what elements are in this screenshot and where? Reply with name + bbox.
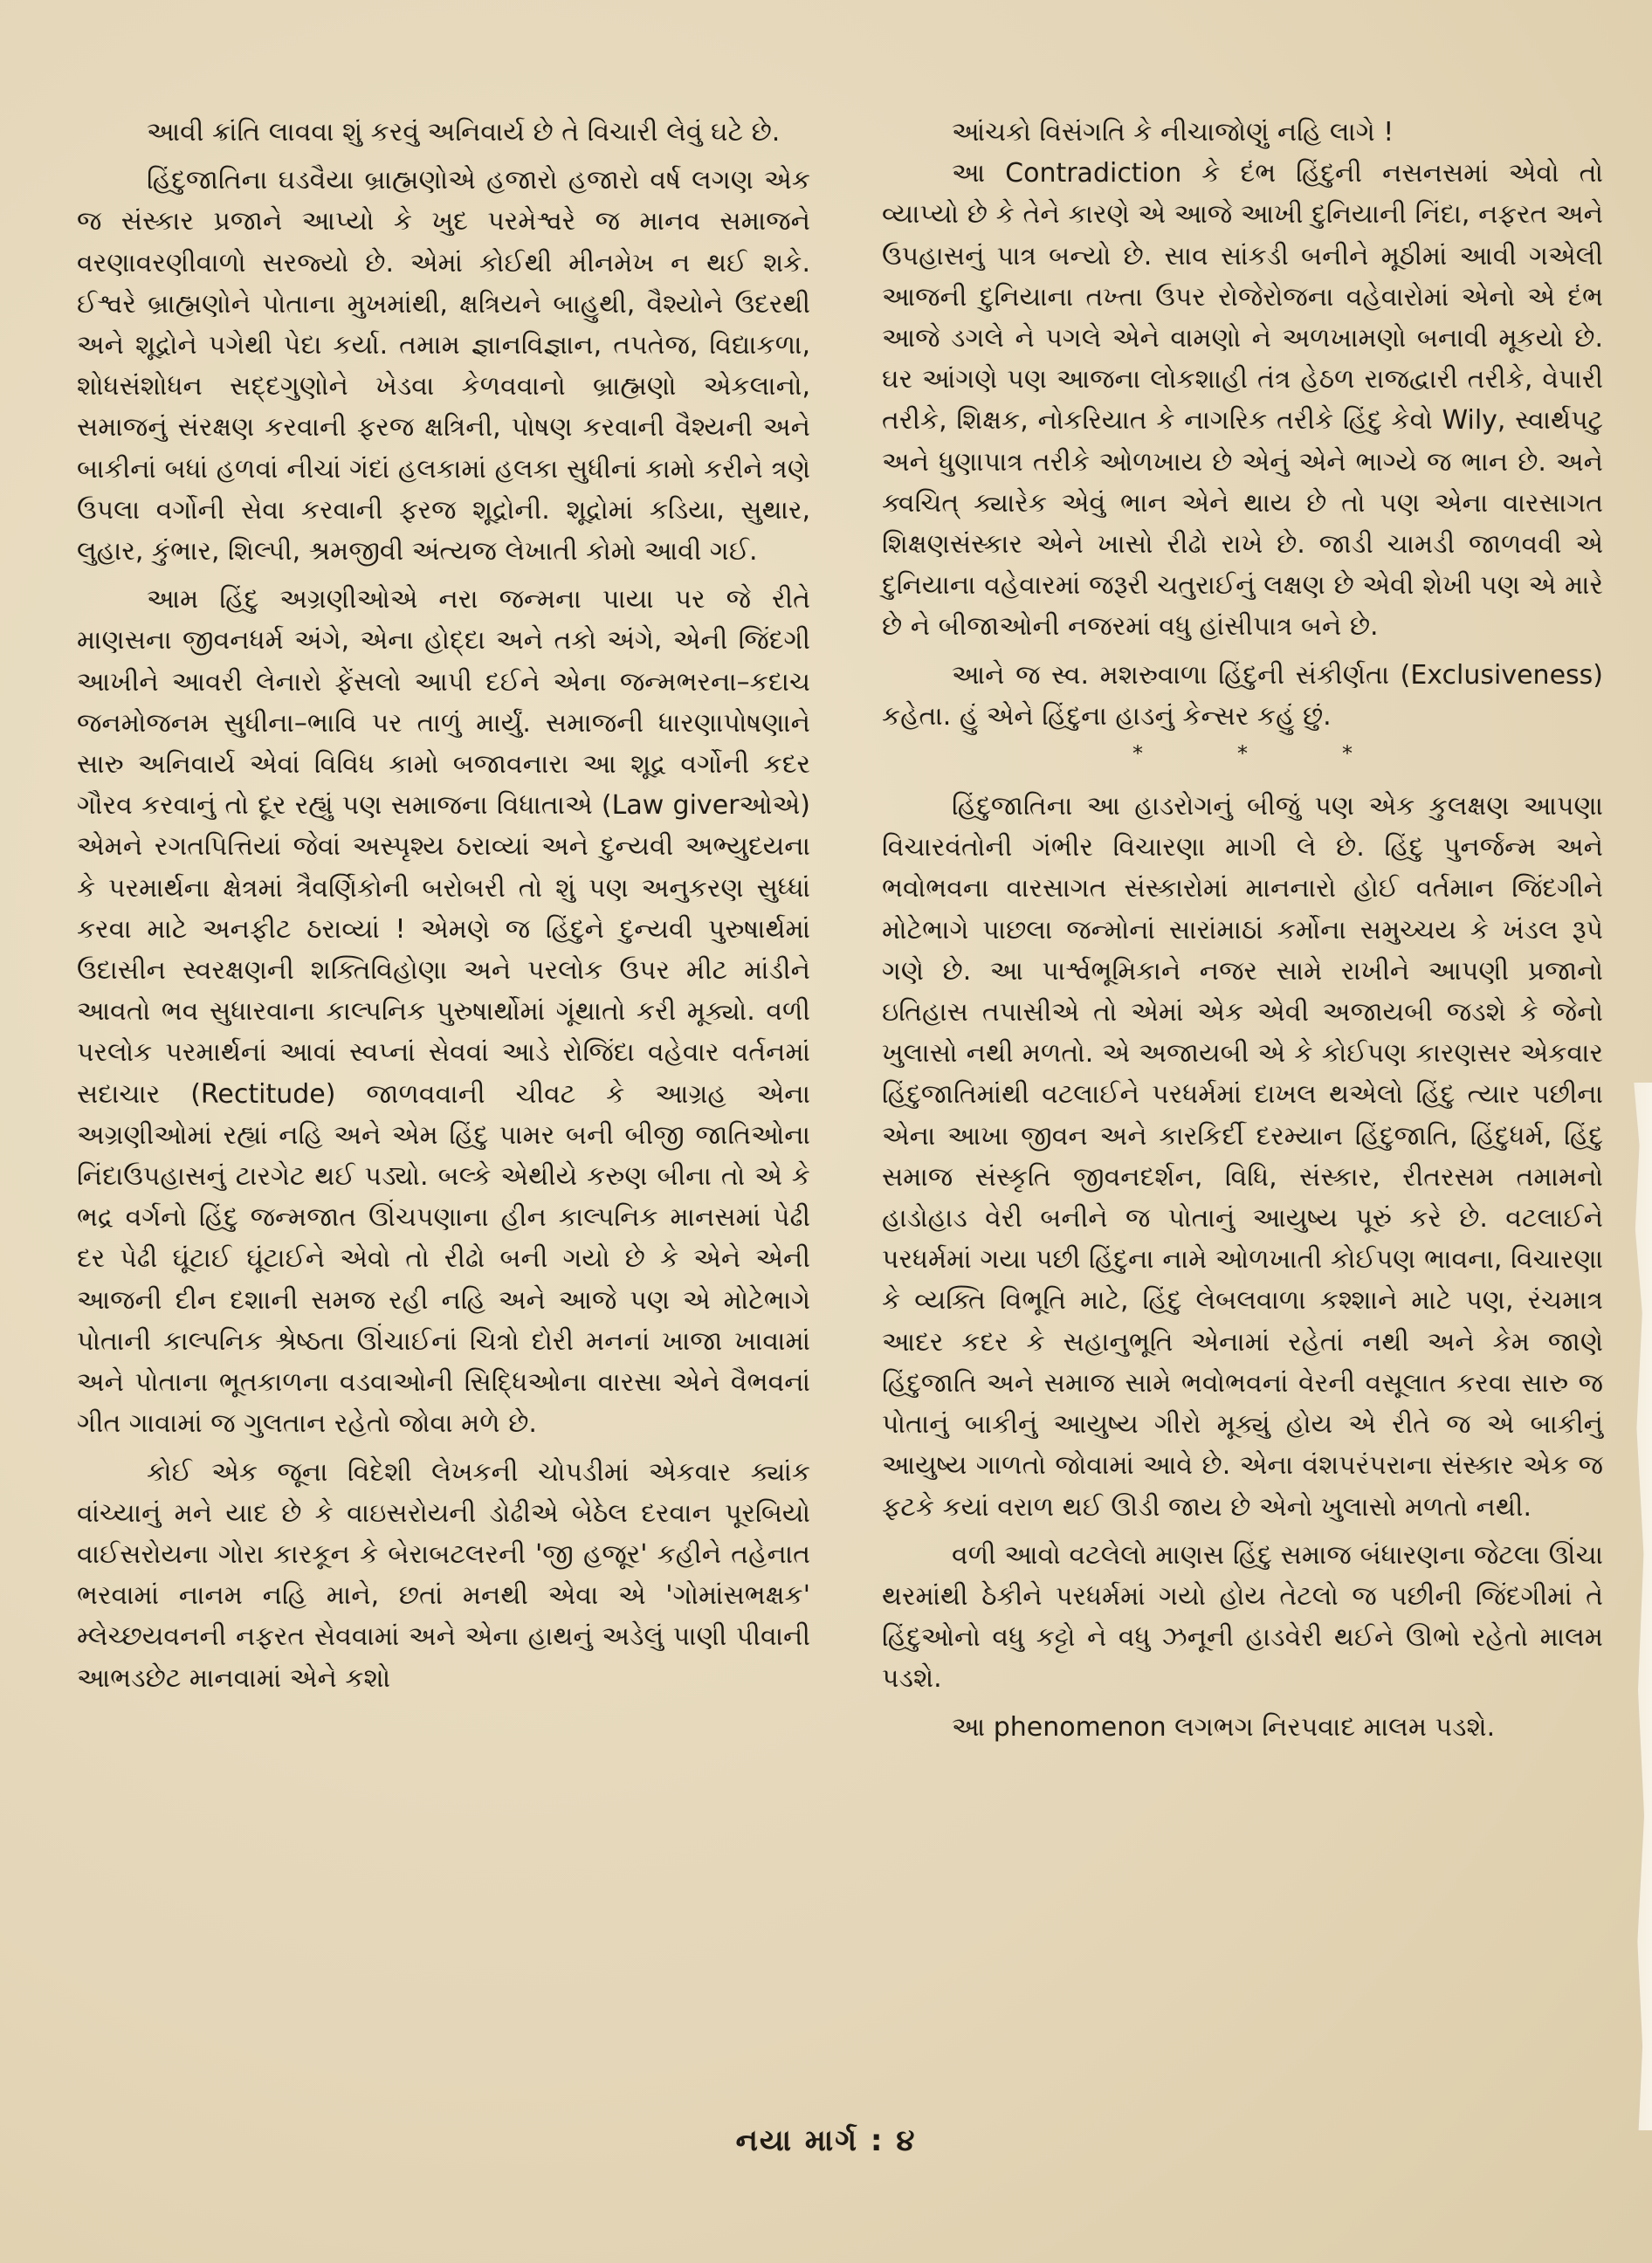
paragraph: હિંદુજાતિના ઘડવૈયા બ્રાહ્મણોએ હજારો હજારો વર્ષ લગણ એક જ સંસ્કાર પ્રજાને આપ્યો કે ખુદ પરમેશ્વરે જ માનવ સમાજને વરણાવરણીવાળો સરજ્યો છે. એમાં કોઈથી મીનમેખ ન થઈ શકે. ઈશ્વરે બ્રાહ્મણોને પોતાના મુખમાંથી, ક્ષત્રિયને બાહુથી, વૈશ્યોને ઉદરથી અને શૂદ્રોને પગેથી પેદા કર્યા. તમામ જ્ઞાનવિજ્ઞાન, તપતેજ, વિદ્યાકળા, શોધસંશોધન સદ્દગુણોને ખેડવા કેળવવાનો બ્રાહ્મણો એકલાનો, સમાજનું સંરક્ષણ કરવાની ફરજ ક્ષત્રિની, પોષણ કરવાની વૈશ્યની અને બાકીનાં બધાં હળવાં નીચાં ગંદાં હલકામાં હલકા સુધીનાં કામો કરીને ત્રણે ઉપલા વર્ગોની સેવા કરવાની ફરજ શૂદ્રોની. શૂદ્રોમાં કડિયા, સુથાર, લુહાર, કુંભાર, શિલ્પી, શ્રમજીવી અંત્યજ લેખાતી કોમો આવી ગઈ.: [77, 165, 810, 567]
paragraph: આમ હિંદુ અગ્રણીઓએ નરા જન્મના પાયા પર જે રીતે માણસના જીવનધર્મ અંગે, એના હોદ્દા અને તકો અંગે, એની જિંદગી આખીને આવરી લેનારો ફેંસલો આપી દઈને એના જન્મભરના–કદાચ જનમોજનમ સુધીના–ભાવિ પર તાળું માર્યું. સમાજની ધારણાપોષણાને સારુ અનિવાર્ય એવાં વિવિધ કામો બજાવનારા આ શૂદ્ર વર્ગોની કદર ગૌરવ કરવાનું તો દૂર રહ્યું પણ સમાજના વિધાતાએ (Law giverઓએ) એમને રગતપિત્તિયાં જેવાં અસ્પૃશ્ય ઠરાવ્યાં અને દુન્યવી અભ્યુદયના કે પરમાર્થના ક્ષેત્રમાં ત્રૈવર્ણિકોની બરોબરી તો શું પણ અનુકરણ સુધ્ધાં કરવા માટે અનફીટ ઠરાવ્યાં ! એમણે જ હિંદુને દુન્યવી પુરુષાર્થમાં ઉદાસીન સ્વરક્ષણની શક્તિવિહોણા અને પરલોક ઉપર મીટ માંડીને આવતો ભવ સુધારવાના કાલ્પનિક પુરુષાર્થોમાં ગૂંથાતો કરી મૂક્યો. વળી પરલોક પરમાર્થનાં આવાં સ્વપ્નાં સેવવાં આડે રોજિંદા વહેવાર વર્તનમાં સદાચાર (Rectitude) જાળવવાની ચીવટ કે આગ્રહ એના અગ્રણીઓમાં રહ્યાં નહિ અને એમ હિંદુ પામર બની બીજી જાતિઓના નિંદાઉપહાસનું ટારગેટ થઈ પડ્યો. બલ્કે એથીયે કરુણ બીના તો એ કે ભદ્ર વર્ગનો હિંદુ જન્મજાત ઊંચપણાના હીન કાલ્પનિક માનસમાં પેઢી દર પેઢી ઘૂંટાઈ ઘૂંટાઈને એવો તો રીઢો બની ગયો છે કે એને એની આજની દીન દશાની સમજ રહી નહિ અને આજે પણ એ મોટેભાગે પોતાની કાલ્પનિક શ્રેષ્ઠતા ઊંચાઈનાં ચિત્રો દોરી મનનાં ખાજા ખાવામાં અને પોતાના ભૂતકાળના વડવાઓની સિદ્ધિઓના વારસા એને વૈભવનાં ગીત ગાવામાં જ ગુલતાન રહેતો જોવા મળે છે.: [77, 584, 810, 1440]
right-column: [882, 112, 1603, 1748]
asterisk: *: [1342, 741, 1353, 767]
section-separator: [1085, 740, 1400, 767]
paragraph: કોઈ એક જૂના વિદેશી લેખકની ચોપડીમાં એકવાર ક્યાંક વાંચ્યાનું મને યાદ છે કે વાઇસરોયની ડોઢીએ બેઠેલ દરવાન પૂરબિયો વાઈસરોયના ગોરા કારકૂન કે બેરાબટલરની 'જી હજૂર' કહીને તહેનાત ભરવામાં નાનમ નહિ માને, છતાં મનથી એવા એ 'ગોમાંસભક્ષક' મ્લેચ્છયવનની નફરત સેવવામાં અને એના હાથનું અડેલું પાણી પીવાની આભડછેટ માનવામાં એને કશો: [77, 1456, 810, 1694]
paragraph: આ Contradiction કે દંભ હિંદુની નસનસમાં એવો તો વ્યાપ્યો છે કે તેને કારણે એ આજે આખી દુનિયાની નિંદા, નફરત અને ઉપહાસનું પાત્ર બન્યો છે. સાવ સાંકડી બનીને મૂઠીમાં આવી ગએલી આજની દુનિયાના તખ્તા ઉપર રોજેરોજના વહેવારોમાં એનો એ દંભ આજે ડગલે ને પગલે એને વામણો ને અળખામણો બનાવી મૂકયો છે. ઘર આંગણે પણ આજના લોકશાહી તંત્ર હેઠળ રાજદ્વારી તરીકે, વેપારી તરીકે, શિક્ષક, નોકરિયાત કે નાગરિક તરીકે હિંદુ કેવો Wily, સ્વાર્થપટુ અને ધુણાપાત્ર તરીકે ઓળખાય છે એનું એને ભાગ્યે જ ભાન છે. અને ક્વચિત્ ક્યારેક એવું ભાન એને થાય છે તો પણ એના વારસાગત શિક્ષણસંસ્કાર એને ખાસો રીઢો રાખે છે. જાડી ચામડી જાળવવી એ દુનિયાના વહેવારમાં જરૂરી ચતુરાઈનું લક્ષણ છે એવી શેખી પણ એ મારે છે ને બીજાઓની નજરમાં વધુ હાંસીપાત્ર બને છે.: [882, 158, 1603, 643]
paragraph: આ phenomenon લગભગ નિરપવાદ માલમ પડશે.: [952, 1711, 1496, 1743]
paragraph: વળી આવો વટલેલો માણસ હિંદુ સમાજ બંધારણના જેટલા ઊંચા થરમાંથી ઠેકીને પરધર્મમાં ગયો હોય તેટલો જ પછીની જિંદગીમાં તે હિંદુઓનો વધુ કટ્ટો ને વધુ ઝનૂની હાડવેરી થઈને ઊભો રહેતો માલમ પડશે.: [882, 1539, 1603, 1695]
torn-page-edge: [1624, 1083, 1652, 2130]
page-footer: નયા માર્ગ : ૪: [735, 2123, 917, 2158]
paragraph: આંચકો વિસંગતિ કે નીચાજોણું નહિ લાગે !: [952, 117, 1394, 148]
paragraph: આને જ સ્વ. મશરુવાળા હિંદુની સંકીર્ણતા (Exclusiveness) કહેતા. હું એને હિંદુના હાડનું કેન્સર કહું છું.: [882, 659, 1603, 732]
left-column: [77, 112, 810, 1699]
paragraph: આવી ક્રાંતિ લાવવા શું કરવું અનિવાર્ય છે તે વિચારી લેવું ઘટે છે.: [147, 117, 781, 148]
asterisk: *: [1132, 741, 1143, 767]
asterisk: *: [1237, 741, 1248, 767]
paragraph: હિંદુજાતિના આ હાડરોગનું બીજું પણ એક કુલક્ષણ આપણા વિચારવંતોની ગંભીર વિચારણા માગી લે છે. હિંદુ પુનર્જન્મ અને ભવોભવના વારસાગત સંસ્કારોમાં માનનારો હોઈ વર્તમાન જિંદગીને મોટેભાગે પાછલા જન્મોનાં સારાંમાઠાં કર્મોના સમુચ્ચય કે ખંડલ રૂપે ગણે છે. આ પાર્શ્વભૂમિકાને નજર સામે રાખીને આપણી પ્રજાનો ઇતિહાસ તપાસીએ તો એમાં એક એવી અજાયબી જડશે કે જેનો ખુલાસો નથી મળતો. એ અજાયબી એ કે કોઈપણ કારણસર એકવાર હિંદુજાતિમાંથી વટલાઈને પરધર્મમાં દાખલ થએલો હિંદુ ત્યાર પછીના એના આખા જીવન અને કારકિર્દી દરમ્યાન હિંદુજાતિ, હિંદુધર્મ, હિંદુ સમાજ સંસ્કૃતિ જીવનદર્શન, વિધિ, સંસ્કાર, રીતરસમ તમામનો હાડોહાડ વેરી બનીને જ પોતાનું આયુષ્ય પૂરું કરે છે. વટલાઈને પરધર્મમાં ગયા પછી હિંદુના નામે ઓળખાતી કોઈપણ ભાવના, વિચારણા કે વ્યક્તિ વિભૂતિ માટે, હિંદુ લેબલવાળા કશ્શાને માટે પણ, રંચમાત્ર આદર કદર કે સહાનુભૂતિ એનામાં રહેતાં નથી અને કેમ જાણે હિંદુજાતિ અને સમાજ સામે ભવોભવનાં વેરની વસૂલાત કરવા સારુ જ પોતાનું બાકીનું આયુષ્ય ગીરો મૂક્યું હોય એ રીતે જ એ બાકીનું આયુષ્ય ગાળતો જોવામાં આવે છે. એના વંશપરંપરાના સંસ્કાર એક જ ફટકે કયાં વરાળ થઈ ઊડી જાય છે એનો ખુલાસો મળતો નથી.: [882, 791, 1603, 1523]
